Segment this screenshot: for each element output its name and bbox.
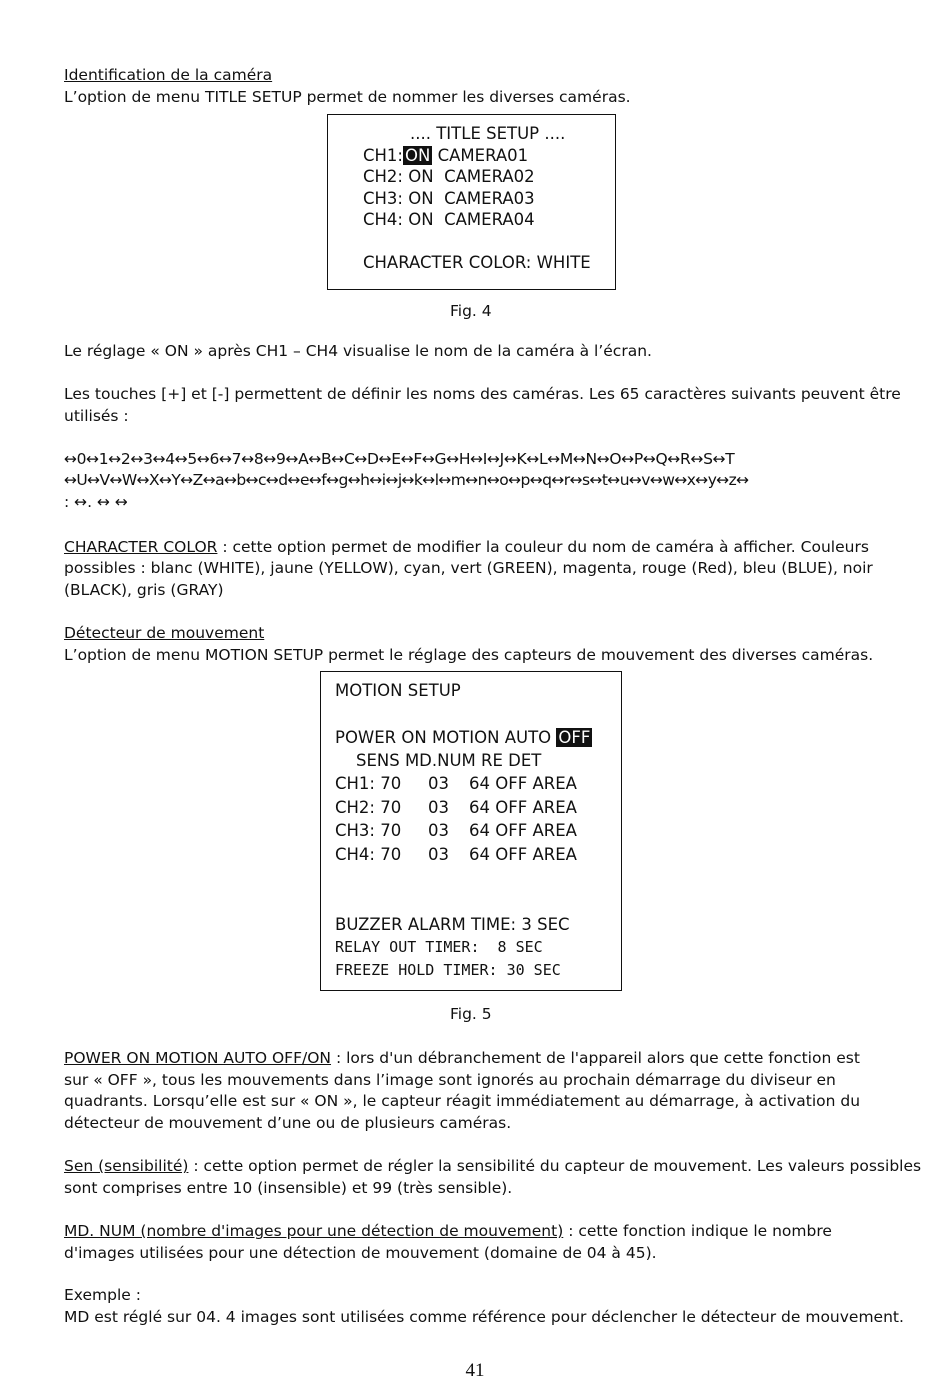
paragraph-keys-line1: Les touches [+] et [-] permettent de définir les noms des caméras. Les 65 caractères suivants peuvent être — [64, 385, 901, 403]
motion-re-det: 64 OFF AREA — [469, 798, 577, 817]
motion-table-header: SENS MD.NUM RE DET — [335, 751, 542, 770]
figure-caption: Fig. 5 — [450, 1005, 492, 1023]
channel-state: ON — [408, 167, 434, 186]
relay-out-timer: RELAY OUT TIMER: 8 SEC — [335, 938, 543, 956]
camera-name: CAMERA01 — [437, 146, 529, 165]
example-label: Exemple : — [64, 1286, 141, 1304]
paragraph-power-on-motion-line2: sur « OFF », tous les mouvements dans l’image sont ignorés au prochain démarrage du diviseur en — [64, 1071, 836, 1089]
character-color-setting: CHARACTER COLOR: WHITE — [363, 253, 591, 272]
paragraph-text: : cette option permet de régler la sensibilité du capteur de mouvement. Les valeurs possibles — [188, 1157, 922, 1175]
channel-label: CH3: — [363, 189, 403, 208]
paragraph-text: : cette option permet de modifier la couleur du nom de caméra à afficher. Couleurs — [217, 538, 869, 556]
paragraph-sensitivity — [64, 1156, 921, 1178]
motion-re-det: 64 OFF AREA — [469, 774, 577, 793]
paragraph-text: : lors d'un débranchement de l'appareil alors que cette fonction est — [331, 1049, 860, 1067]
channel-label: CH4: — [363, 210, 403, 229]
term-md-num: MD. NUM (nombre d'images pour une détection de mouvement) — [64, 1222, 564, 1240]
title-setup-title: .... TITLE SETUP .... — [410, 124, 566, 143]
motion-row — [335, 773, 401, 795]
camera-name: CAMERA02 — [444, 167, 535, 186]
example-text: MD est réglé sur 04. 4 images sont utilisées comme référence pour déclencher le détecteur de mouvement. — [64, 1308, 904, 1326]
figure-caption: Fig. 4 — [450, 302, 492, 320]
motion-setup-title: MOTION SETUP — [335, 681, 461, 700]
paragraph-text: : cette fonction indique le nombre — [563, 1222, 832, 1240]
motion-row — [335, 820, 401, 842]
paragraph-keys-line2: utilisés : — [64, 407, 129, 425]
motion-md-num: 03 — [428, 845, 449, 864]
section-heading-camera-id: Identification de la caméra — [64, 66, 273, 84]
title-setup-row — [363, 209, 535, 231]
motion-re-det: 64 OFF AREA — [469, 821, 577, 840]
title-setup-row — [363, 166, 535, 188]
paragraph-character-color — [64, 537, 869, 559]
channel-label: CH2: — [363, 167, 403, 186]
camera-name: CAMERA04 — [444, 210, 535, 229]
motion-md-num: 03 — [428, 821, 449, 840]
motion-setup-box — [320, 671, 622, 991]
paragraph-power-on-motion — [64, 1048, 860, 1070]
power-on-motion-value-selected: OFF — [558, 728, 591, 747]
character-set-line3: : ↔. ↔ ↔ — [64, 493, 128, 511]
paragraph-power-on-motion-line3: quadrants. Lorsqu’elle est sur « ON », le capteur réagit immédiatement au démarrage, à activation du — [64, 1092, 861, 1110]
channel-label: CH1: — [363, 146, 403, 165]
motion-re-det: 64 OFF AREA — [469, 845, 577, 864]
paragraph-title-setup-intro: L’option de menu TITLE SETUP permet de nommer les diverses caméras. — [64, 88, 631, 106]
paragraph-md-num-line2: d'images utilisées pour une détection de mouvement (domaine de 04 à 45). — [64, 1244, 657, 1262]
page-number: 41 — [465, 1360, 485, 1381]
motion-row — [335, 844, 401, 866]
motion-md-num: 03 — [428, 798, 449, 817]
channel-state-selected: ON — [405, 146, 431, 165]
paragraph-on-setting: Le réglage « ON » après CH1 – CH4 visualise le nom de la caméra à l’écran. — [64, 342, 652, 360]
motion-row — [335, 797, 401, 819]
motion-channel-sens: CH1: 70 — [335, 774, 402, 793]
character-set-line2: ↔U↔V↔W↔X↔Y↔Z↔a↔b↔c↔d↔e↔f↔g↔h↔i↔j↔k↔l↔m↔n↔o↔p↔q↔r↔s↔t↔u↔v↔w↔x↔y↔z↔ — [64, 471, 749, 489]
channel-state: ON — [408, 189, 434, 208]
section-heading-motion: Détecteur de mouvement — [64, 624, 265, 642]
term-sensitivity: Sen (sensibilité) — [64, 1157, 189, 1175]
buzzer-alarm-time: BUZZER ALARM TIME: 3 SEC — [335, 915, 570, 934]
title-setup-row — [363, 145, 528, 167]
power-on-motion-label: POWER ON MOTION AUTO — [335, 728, 557, 747]
freeze-hold-timer: FREEZE HOLD TIMER: 30 SEC — [335, 961, 561, 979]
paragraph-power-on-motion-line4: détecteur de mouvement d’une ou de plusieurs caméras. — [64, 1114, 512, 1132]
power-on-motion-auto-row — [335, 727, 592, 749]
term-character-color: CHARACTER COLOR — [64, 538, 218, 556]
character-set-line1: ↔0↔1↔2↔3↔4↔5↔6↔7↔8↔9↔A↔B↔C↔D↔E↔F↔G↔H↔I↔J↔K↔L↔M↔N↔O↔P↔Q↔R↔S↔T — [64, 450, 735, 468]
motion-md-num: 03 — [428, 774, 449, 793]
paragraph-character-color-line2: possibles : blanc (WHITE), jaune (YELLOW), cyan, vert (GREEN), magenta, rouge (Red), bleu (BLUE), noir — [64, 559, 873, 577]
channel-state: ON — [408, 210, 434, 229]
paragraph-sensitivity-line2: sont comprises entre 10 (insensible) et 99 (très sensible). — [64, 1179, 513, 1197]
motion-channel-sens: CH2: 70 — [335, 798, 402, 817]
camera-name: CAMERA03 — [444, 189, 535, 208]
motion-channel-sens: CH4: 70 — [335, 845, 402, 864]
motion-channel-sens: CH3: 70 — [335, 821, 402, 840]
paragraph-md-num — [64, 1221, 832, 1243]
term-power-on-motion: POWER ON MOTION AUTO OFF/ON — [64, 1049, 332, 1067]
paragraph-motion-setup-intro: L’option de menu MOTION SETUP permet le réglage des capteurs de mouvement des diverses caméras. — [64, 646, 874, 664]
title-setup-row — [363, 188, 535, 210]
title-setup-box — [327, 114, 616, 290]
paragraph-character-color-line3: (BLACK), gris (GRAY) — [64, 581, 224, 599]
